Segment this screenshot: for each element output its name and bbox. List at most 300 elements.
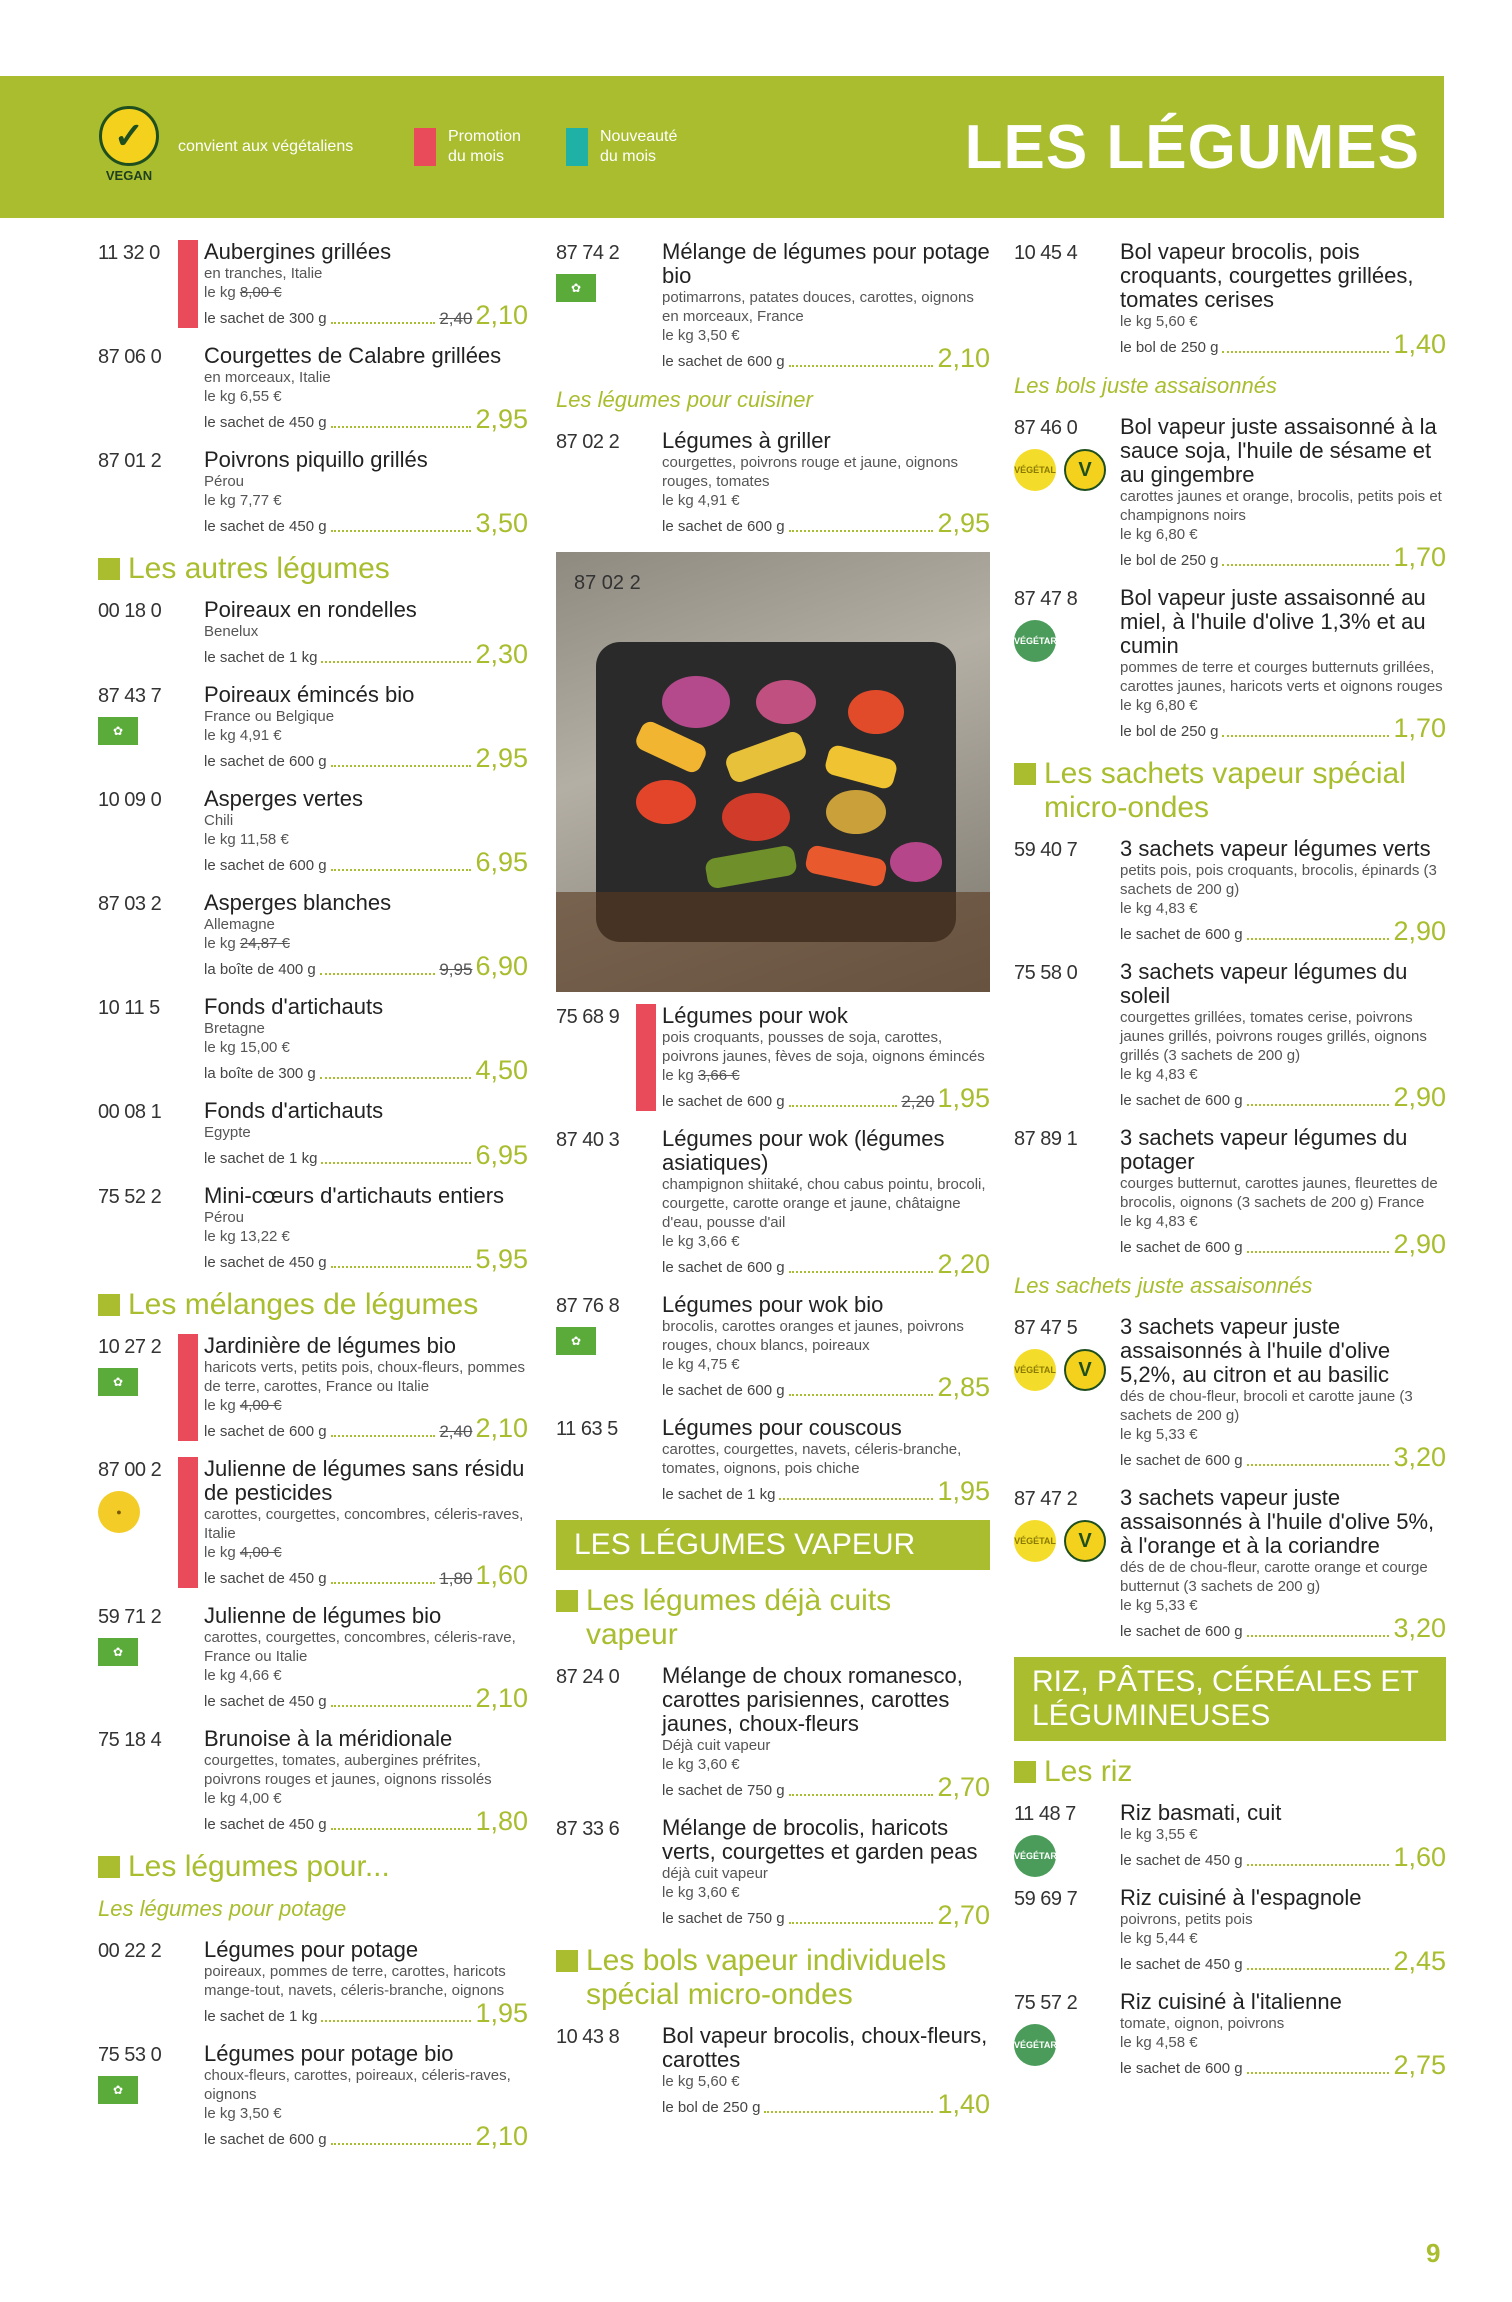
new-legend-line1: Nouveauté (600, 128, 678, 145)
price-row (662, 2091, 990, 2117)
product-code: 87 46 0 (1014, 417, 1078, 439)
vegetarien-icon: VÉGÉTARIEN (1014, 2024, 1056, 2066)
product-item (1014, 1886, 1446, 1974)
product-list (1014, 1315, 1446, 1641)
vegetal-icon: VÉGÉTAL (1014, 1520, 1056, 1562)
dot-leader (789, 1794, 934, 1796)
product-item (1014, 240, 1446, 357)
package-size: le sachet de 750 g (662, 1910, 785, 1927)
product-code: 59 40 7 (1014, 839, 1078, 861)
price: 3,20 (1393, 1613, 1446, 1643)
promo-legend-line1: Promotion (448, 128, 521, 145)
price-per-kg-old: 4,00 € (239, 1544, 282, 1561)
vegan-icon: V (1064, 1520, 1106, 1562)
old-price: 2,20 (901, 1092, 935, 1111)
product-item (98, 1938, 528, 2026)
price-per-kg-old: 8,00 € (239, 284, 282, 301)
bio-leaf-icon: ✿ (98, 1638, 138, 1666)
product-description: poireaux, pommes de terre, carottes, haricots mange-tout, navets, céleris-branche, oignons (204, 1963, 506, 1999)
product-description: courges butternut, carottes jaunes, fleurettes de brocolis, oignons (3 sachets de 200 g) France (1120, 1175, 1438, 1211)
package-size: le sachet de 1 kg (204, 1150, 318, 1167)
product-item (1014, 586, 1446, 741)
price-per-kg-label: le kg 6,55 € (204, 388, 282, 405)
package-size: le sachet de 450 g (204, 1816, 327, 1833)
dot-leader (1222, 564, 1389, 566)
product-list (98, 240, 528, 536)
dot-leader (1247, 1968, 1390, 1970)
product-code: 10 27 2 (98, 1336, 162, 1358)
vegetarien-icon: VÉGÉTARIEN (1014, 1835, 1056, 1877)
bio-leaf-icon: ✿ (98, 717, 138, 745)
price: 2,95 (937, 508, 990, 538)
new-swatch (566, 128, 588, 166)
product-code: 75 58 0 (1014, 962, 1078, 984)
section-heading (556, 1584, 990, 1652)
vegan-legend-text: convient aux végétaliens (178, 138, 354, 155)
price: 2,90 (1393, 1082, 1446, 1112)
price: 1,95 (937, 1476, 990, 1506)
product-list (1014, 240, 1446, 357)
product-description: carottes, courgettes, navets, céleris-branche, tomates, oignons, pois chiche (662, 1441, 962, 1477)
old-price: 1,80 (439, 1569, 473, 1588)
package-size: le sachet de 450 g (204, 518, 327, 535)
product-name: 3 sachets vapeur légumes du soleil (1120, 959, 1408, 1008)
price-row (204, 302, 528, 328)
dot-leader (331, 1705, 472, 1707)
package-size: le sachet de 600 g (204, 2131, 327, 2148)
price: 2,95 (475, 404, 528, 434)
dot-leader (331, 1435, 436, 1437)
product-name: Riz basmati, cuit (1120, 1800, 1282, 1825)
vegetal-icon: VÉGÉTAL (1014, 449, 1056, 491)
dot-leader (1247, 1251, 1390, 1253)
price: 2,10 (937, 343, 990, 373)
product-item (98, 1457, 528, 1588)
dot-leader (789, 1394, 934, 1396)
section-title: Les sachets vapeur spécial micro-ondes (1044, 757, 1406, 824)
package-size: le sachet de 600 g (1120, 926, 1243, 943)
dot-leader (331, 426, 472, 428)
promotion-marker (636, 1004, 656, 1111)
badge-group (1014, 1520, 1106, 1562)
price-row (662, 1774, 990, 1800)
product-description: carottes, courgettes, concombres, céleris-rave, France ou Italie (204, 1629, 516, 1665)
section-square-icon (1014, 1761, 1036, 1783)
section-heading (98, 1288, 528, 1322)
product-name: Fonds d'artichauts (204, 1098, 384, 1123)
promotion-marker (178, 1334, 198, 1441)
product-name: Mélange de brocolis, haricots verts, courgettes et garden peas (662, 1815, 978, 1864)
price-per-kg-label: le kg 4,83 € (1120, 1213, 1198, 1230)
product-code: 87 47 5 (1014, 1317, 1078, 1339)
price: 4,50 (475, 1055, 528, 1085)
price-row (204, 1685, 528, 1711)
price-row (662, 1902, 990, 1928)
price-row (1120, 1948, 1446, 1974)
vegetarien-icon: VÉGÉTARIEN (1014, 620, 1056, 662)
new-legend (566, 76, 677, 218)
price-per-kg-label: le kg 5,60 € (1120, 313, 1198, 330)
price-row (662, 1251, 990, 1277)
vegan-logo-text: VEGAN (105, 168, 153, 183)
section-heading (98, 1850, 528, 1884)
price-row (662, 345, 990, 371)
page-number: 9 (1426, 2238, 1441, 2268)
price-per-kg-label: le kg 13,22 € (204, 1228, 290, 1245)
product-name: Courgettes de Calabre grillées (204, 343, 502, 368)
bio-leaf-icon: ✿ (98, 1368, 138, 1396)
price: 2,90 (1393, 916, 1446, 946)
promotion-marker (178, 240, 198, 328)
product-item (556, 2024, 990, 2117)
price-row (204, 1057, 528, 1083)
product-item (98, 1334, 528, 1441)
product-description: champignon shiitaké, chou cabus pointu, brocoli, courgette, carotte orange et jaune, châtaigne d'eau, pousse d'ail (662, 1176, 986, 1231)
product-name: Asperges vertes (204, 786, 363, 811)
price-per-kg-label: le kg 4,91 € (204, 727, 282, 744)
price-per-kg-label: le kg 4,58 € (1120, 2034, 1198, 2051)
product-code: 10 09 0 (98, 789, 162, 811)
product-item (1014, 1126, 1446, 1257)
subsection-heading: Les légumes pour potage (98, 1896, 347, 1921)
product-name: Légumes pour wok bio (662, 1292, 884, 1317)
product-item (1014, 960, 1446, 1110)
price-per-kg-label: le kg 4,00 € (204, 1790, 282, 1807)
product-name: 3 sachets vapeur juste assaisonnés à l'huile d'olive 5,2%, au citron et au basilic (1120, 1314, 1391, 1387)
price-per-kg-label: le kg 3,50 € (204, 2105, 282, 2122)
price: 2,70 (937, 1772, 990, 1802)
product-code: 00 22 2 (98, 1940, 162, 1962)
price-row (662, 1085, 990, 1111)
price-per-kg-label: le kg 5,33 € (1120, 1426, 1198, 1443)
product-code: 87 43 7 (98, 685, 162, 707)
price-row (204, 1142, 528, 1168)
package-size: le bol de 250 g (662, 2099, 761, 2116)
price-row (662, 1374, 990, 1400)
package-size: le sachet de 600 g (204, 1423, 327, 1440)
product-code: 87 01 2 (98, 450, 162, 472)
new-legend-line2: du mois (600, 148, 657, 165)
column-2 (556, 240, 990, 2133)
dot-leader (1247, 938, 1390, 940)
product-item (98, 448, 528, 536)
product-code: 11 48 7 (1014, 1803, 1076, 1825)
product-name: Jardinière de légumes bio (204, 1333, 456, 1358)
product-item (1014, 837, 1446, 944)
product-name: Légumes à griller (662, 428, 831, 453)
price-row (204, 745, 528, 771)
package-size: le sachet de 450 g (204, 414, 327, 431)
badge-group (1014, 449, 1106, 491)
product-code: 87 47 8 (1014, 588, 1078, 610)
price-per-kg-label: le kg 15,00 € (204, 1039, 290, 1056)
product-name: Asperges blanches (204, 890, 392, 915)
product-item (98, 240, 528, 328)
product-item (98, 598, 528, 667)
dot-leader (331, 530, 472, 532)
dot-leader (331, 1828, 472, 1830)
product-description: Allemagne (204, 916, 275, 933)
product-code: 87 24 0 (556, 1666, 620, 1688)
dot-leader (1247, 2072, 1390, 2074)
price: 1,70 (1393, 542, 1446, 572)
price-per-kg-label: le kg 4,66 € (204, 1667, 282, 1684)
package-size: le sachet de 600 g (1120, 2060, 1243, 2077)
product-code: 00 18 0 (98, 600, 162, 622)
price-row (662, 510, 990, 536)
price: 1,40 (937, 2089, 990, 2119)
old-price: 2,40 (439, 309, 473, 328)
section-title: Les légumes pour... (128, 1850, 390, 1883)
dot-leader (1247, 1635, 1390, 1637)
product-list (556, 240, 990, 371)
price-row (204, 1415, 528, 1441)
product-item (1014, 415, 1446, 570)
package-size: le sachet de 600 g (1120, 1239, 1243, 1256)
column-1 (98, 240, 528, 2165)
price-per-kg-label: le kg 4,91 € (662, 492, 740, 509)
vegan-logo (92, 106, 166, 190)
package-size: le sachet de 450 g (204, 1570, 327, 1587)
product-name: Bol vapeur juste assaisonné au miel, à l'huile d'olive 1,3% et au cumin (1120, 585, 1426, 658)
product-name: Bol vapeur brocolis, pois croquants, courgettes grillées, tomates cerises (1120, 239, 1414, 312)
product-code: 87 40 3 (556, 1129, 620, 1151)
product-code: 87 03 2 (98, 893, 162, 915)
product-item (556, 240, 990, 371)
category-block: RIZ, PÂTES, CÉRÉALES ET LÉGUMINEUSES (1014, 1657, 1446, 1741)
product-code: 00 08 1 (98, 1101, 162, 1123)
product-name: Mélange de choux romanesco, carottes parisiennes, carottes jaunes, choux-fleurs (662, 1663, 963, 1736)
price-per-kg-label: le kg (204, 1544, 240, 1561)
dot-leader (331, 869, 472, 871)
price: 1,60 (475, 1560, 528, 1590)
price: 6,90 (475, 951, 528, 981)
section-heading (98, 552, 528, 586)
price-row (1120, 331, 1446, 357)
price: 6,95 (475, 847, 528, 877)
dot-leader (789, 1922, 934, 1924)
dot-leader (789, 365, 934, 367)
price: 1,40 (1393, 329, 1446, 359)
price: 1,95 (937, 1083, 990, 1113)
product-item (556, 1127, 990, 1277)
product-name: 3 sachets vapeur légumes du potager (1120, 1125, 1408, 1174)
product-code: 75 68 9 (556, 1006, 620, 1028)
badge-group (98, 1491, 140, 1533)
product-description: dés de chou-fleur, brocoli et carotte jaune (3 sachets de 200 g) (1120, 1388, 1413, 1424)
product-code: 87 74 2 (556, 242, 620, 264)
product-item (98, 1099, 528, 1168)
product-code: 11 63 5 (556, 1418, 618, 1440)
product-code: 10 45 4 (1014, 242, 1078, 264)
product-name: Aubergines grillées (204, 239, 392, 264)
product-name: Riz cuisiné à l'espagnole (1120, 1885, 1362, 1910)
dot-leader (331, 1266, 472, 1268)
package-size: le sachet de 750 g (662, 1782, 785, 1799)
package-size: le sachet de 450 g (204, 1693, 327, 1710)
package-size: la boîte de 400 g (204, 961, 316, 978)
category-block: LES LÉGUMES VAPEUR (556, 1520, 990, 1570)
product-item (98, 1727, 528, 1834)
product-code: 87 00 2 (98, 1459, 162, 1481)
product-name: 3 sachets vapeur légumes verts (1120, 836, 1431, 861)
product-list (98, 1334, 528, 1834)
product-description: poivrons, petits pois (1120, 1911, 1253, 1928)
vegetal-icon: VÉGÉTAL (1014, 1349, 1056, 1391)
bio-leaf-icon: ✿ (556, 1327, 596, 1355)
product-name: Légumes pour potage bio (204, 2041, 454, 2066)
price-per-kg-label: le kg 11,58 € (204, 831, 289, 848)
subsection-heading: Les sachets juste assaisonnés (1014, 1273, 1313, 1298)
subsection-heading: Les bols juste assaisonnés (1014, 373, 1277, 398)
price: 1,80 (475, 1806, 528, 1836)
dot-leader (331, 765, 472, 767)
product-item (98, 683, 528, 771)
product-item (98, 344, 528, 432)
product-description: pois croquants, pousses de soja, carottes, poivrons jaunes, fèves de soja, oignons émincés (662, 1029, 985, 1065)
price: 2,10 (475, 2121, 528, 2151)
price: 3,20 (1393, 1442, 1446, 1472)
package-size: le sachet de 1 kg (204, 2008, 318, 2025)
header-banner (0, 76, 1444, 218)
dot-leader (1247, 1864, 1390, 1866)
product-name: Légumes pour wok (légumes asiatiques) (662, 1126, 945, 1175)
product-description: dés de de chou-fleur, carotte orange et courge butternut (3 sachets de 200 g) (1120, 1559, 1428, 1595)
product-code: 75 53 0 (98, 2044, 162, 2066)
product-code: 87 02 2 (556, 431, 620, 453)
price-row (1120, 1615, 1446, 1641)
price-row (1120, 918, 1446, 944)
price-row (1120, 715, 1446, 741)
product-item (556, 1664, 990, 1800)
product-code: 59 71 2 (98, 1606, 162, 1628)
bio-leaf-icon: ✿ (556, 274, 596, 302)
product-description: Pérou (204, 1209, 245, 1226)
dot-leader (1222, 351, 1389, 353)
product-item (98, 1184, 528, 1272)
promo-swatch (414, 128, 436, 166)
section-title: Les légumes déjà cuits vapeur (586, 1584, 892, 1651)
badge-group (1014, 1349, 1106, 1391)
product-name: Riz cuisiné à l'italienne (1120, 1989, 1342, 2014)
section-square-icon (1014, 763, 1036, 785)
price: 2,45 (1393, 1946, 1446, 1976)
product-code: 87 33 6 (556, 1818, 620, 1840)
promo-legend (414, 76, 521, 218)
price-per-kg-label: le kg 5,33 € (1120, 1597, 1198, 1614)
product-code: 75 18 4 (98, 1729, 162, 1751)
section-square-icon (98, 1294, 120, 1316)
product-code: 87 89 1 (1014, 1128, 1078, 1150)
price-per-kg-label: le kg 3,66 € (662, 1233, 740, 1250)
product-item (1014, 1801, 1446, 1870)
dot-leader (321, 1162, 471, 1164)
package-size: le sachet de 600 g (1120, 1623, 1243, 1640)
price: 2,10 (475, 300, 528, 330)
price: 2,10 (475, 1683, 528, 1713)
section-square-icon (556, 1590, 578, 1612)
package-size: le sachet de 300 g (204, 310, 327, 327)
product-name: Légumes pour potage (204, 1937, 419, 1962)
product-description: Chili (204, 812, 234, 829)
product-list (556, 1004, 990, 1504)
package-size: le sachet de 600 g (1120, 1092, 1243, 1109)
package-size: le bol de 250 g (1120, 339, 1219, 356)
price-row (204, 406, 528, 432)
product-name: Brunoise à la méridionale (204, 1726, 453, 1751)
product-list (556, 1664, 990, 1928)
product-code: 10 43 8 (556, 2026, 620, 2048)
dot-leader (331, 322, 436, 324)
price: 2,85 (937, 1372, 990, 1402)
product-code: 87 47 2 (1014, 1488, 1078, 1510)
product-description: en morceaux, Italie (204, 369, 331, 386)
price-per-kg-label: le kg (662, 1067, 698, 1084)
price-row (204, 1562, 528, 1588)
section-title: Les riz (1044, 1755, 1133, 1788)
dot-leader (779, 1498, 933, 1500)
price-row (204, 2123, 528, 2149)
product-name: Poireaux en rondelles (204, 597, 417, 622)
dot-leader (321, 2020, 471, 2022)
price-row (1120, 1444, 1446, 1470)
package-size: le sachet de 450 g (1120, 1852, 1243, 1869)
product-description: France ou Belgique (204, 708, 335, 725)
price-per-kg-label: le kg 6,80 € (1120, 697, 1198, 714)
product-list (1014, 837, 1446, 1257)
promo-legend-line2: du mois (448, 148, 505, 165)
price: 2,30 (475, 639, 528, 669)
dot-leader (1247, 1104, 1390, 1106)
dot-leader (320, 1077, 472, 1079)
product-description: courgettes, poivrons rouge et jaune, oignons rouges, tomates (662, 454, 959, 490)
product-name: Fonds d'artichauts (204, 994, 384, 1019)
dot-leader (1222, 735, 1389, 737)
package-size: le sachet de 1 kg (204, 649, 318, 666)
badge-group (1014, 1835, 1072, 1877)
product-name: Poivrons piquillo grillés (204, 447, 428, 472)
price-per-kg-old: 24,87 € (239, 935, 290, 952)
package-size: le sachet de 600 g (662, 1093, 785, 1110)
package-size: le sachet de 600 g (204, 753, 327, 770)
product-name: Légumes pour wok (662, 1003, 848, 1028)
price-per-kg-label: le kg 5,60 € (662, 2073, 740, 2090)
vegan-legend (178, 76, 353, 218)
dot-leader (321, 661, 471, 663)
price-per-kg-label: le kg (204, 284, 240, 301)
price: 2,20 (937, 1249, 990, 1279)
product-description: potimarrons, patates douces, carottes, oignons en morceaux, France (662, 289, 974, 325)
section-title: Les mélanges de légumes (128, 1288, 479, 1321)
badge-group (1014, 620, 1072, 662)
product-item (1014, 1315, 1446, 1470)
product-item (98, 2042, 528, 2149)
product-description: Egypte (204, 1124, 251, 1141)
price-row (204, 1808, 528, 1834)
price: 2,95 (475, 743, 528, 773)
price-per-kg-old: 4,00 € (239, 1397, 282, 1414)
price-per-kg-label: le kg (204, 1397, 240, 1414)
grilled-vegetables-photo (556, 552, 990, 992)
product-description: courgettes, tomates, aubergines préfrites, poivrons rouges et jaunes, oignons rissolés (204, 1752, 492, 1788)
column-3 (1014, 240, 1446, 2094)
product-name: Légumes pour couscous (662, 1415, 902, 1440)
product-list (1014, 1801, 1446, 2078)
product-item (556, 1416, 990, 1504)
price: 1,70 (1393, 713, 1446, 743)
dot-leader (1247, 1464, 1390, 1466)
package-size: le sachet de 450 g (204, 1254, 327, 1271)
